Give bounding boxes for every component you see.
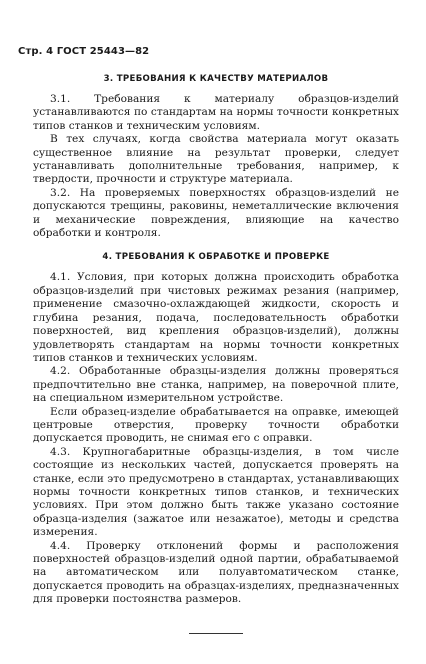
paragraph-4-2: 4.2. Обработанные образцы-изделия должны проверяться предпочтительно вне станка, например, на поверочной плите, на специальном измерительном устройстве. [33, 365, 399, 405]
paragraph-4-1: 4.1. Условия, при которых должна происходить обработка образцов-изделий при чистовых режимах резания (например, применение смазочно-охлаждающей жидкости, скорость и глубина резания, подача, последовательность обработки поверхностей, вид крепления образцов-изделий), должны удовлетворять стандартам на нормы точности конкретных типов станков и технических условиям. [33, 271, 399, 364]
section-3-title: 3. ТРЕБОВАНИЯ К КАЧЕСТВУ МАТЕРИАЛОВ [103, 74, 329, 84]
section-4-title: 4. ТРЕБОВАНИЯ К ОБРАБОТКЕ И ПРОВЕРКЕ [102, 252, 330, 263]
paragraph-4-3: 4.3. Крупногабаритные образцы-изделия, в том числе состоящие из нескольких частей, допускается проверять на станке, если это предусмотрено в стандартах, устанавливающих нормы точности конкретных типов станков, и технических условиях. При этом должно быть также указано состояние образца-изделия (зажатое или незажатое), методы и средства измерения. [33, 445, 399, 539]
paragraph-3-1-cont: В тех случаях, когда свойства материала могут оказать существенное влияние на результат проверки, следует устанавливать дополнительные требования, например, к твердости, прочности и структуре материала. [33, 133, 399, 186]
paragraph-4-2-cont: Если образец-изделие обрабатывается на оправке, имеющей центровые отверстия, проверку точности обработки допускается проводить, не снимая его с оправки. [33, 405, 399, 445]
running-head: Стр. 4 ГОСТ 25443—82 [18, 46, 150, 57]
paragraph-3-2: 3.2. На проверяемых поверхностях образцов-изделий не допускаются трещины, раковины, неметаллические включения и механические повреждения, влияющие на качество обработки и контроля. [33, 186, 399, 240]
paragraph-4-4: 4.4. Проверку отклонений формы и расположения поверхностей образцов-изделий одной партии, обрабатываемой на автоматическом или полуавтоматическом станке, допускается проводить на образцах-изделиях, предназначенных для проверки постоянства размеров. [33, 539, 399, 606]
end-rule [189, 633, 243, 634]
paragraph-3-1: 3.1. Требования к материалу образцов-изделий устанавливаются по стандартам на нормы точности конкретных типов станков и техническим условиям. [33, 93, 399, 132]
